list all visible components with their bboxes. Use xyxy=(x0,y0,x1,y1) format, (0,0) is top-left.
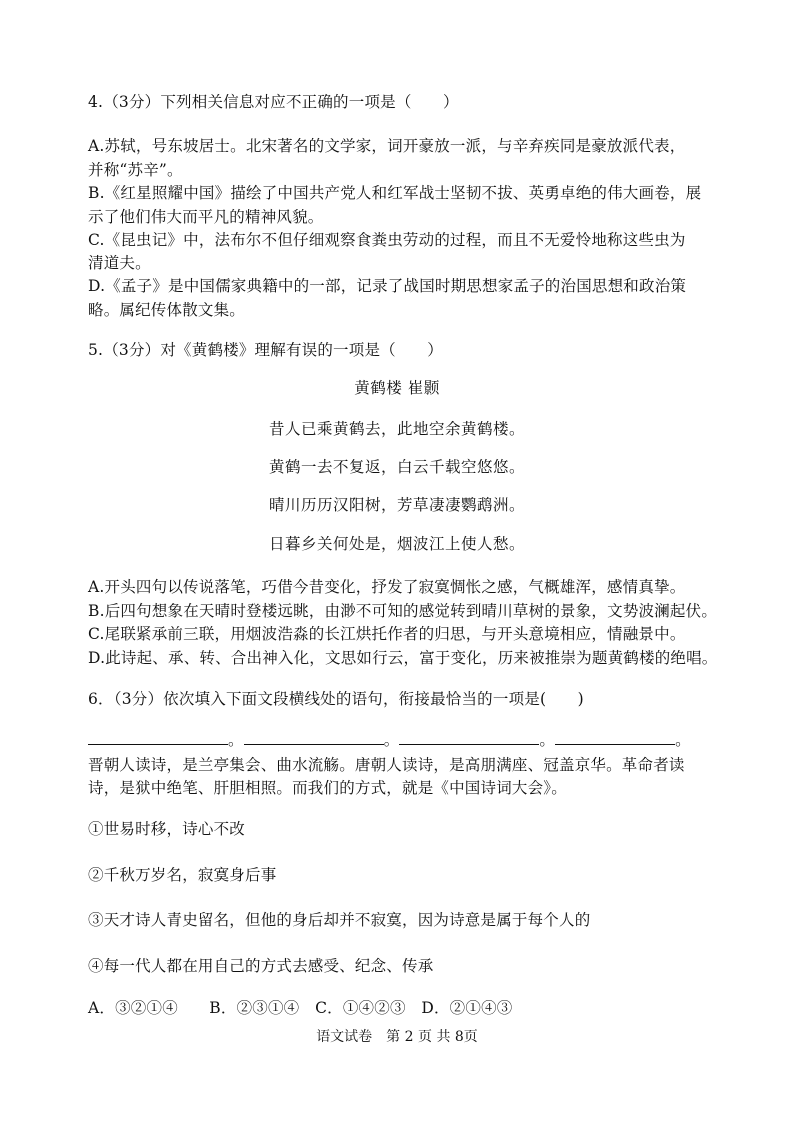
fill-blank-4[interactable] xyxy=(555,730,675,745)
blank-sep-2: 。 xyxy=(383,731,400,749)
q6-sentence-2: ②千秋万岁名，寂寞身后事 xyxy=(88,866,277,884)
q6-stem: 6．（3分）依次填入下面文段横线处的语句，衔接最恰当的一项是( ) xyxy=(88,690,584,708)
q6-answer-options: A．③②①④ B．②③①④ C．①④②③ D．②①④③ xyxy=(88,999,513,1017)
blank-sep-3: 。 xyxy=(539,731,556,749)
poem-line-3: 晴川历历汉阳树，芳草凄凄鹦鹉洲。 xyxy=(268,496,525,514)
q5-stem: 5.（3分）对《黄鹤楼》理解有误的一项是（ ） xyxy=(88,341,443,359)
poem-line-1: 昔人已乘黄鹤去，此地空余黄鹤楼。 xyxy=(268,420,525,438)
q5-option-d: D.此诗起、承、转、合出神入化，文思如行云，富于变化，历来被推崇为题黄鹤楼的绝唱。 xyxy=(88,649,718,667)
page-footer: 语文试卷 第 2 页 共 8页 xyxy=(316,1029,478,1045)
q5-option-a: A.开头四句以传说落笔，巧借今昔变化，抒发了寂寞惆怅之感，气概雄浑，感情真挚。 xyxy=(88,578,686,596)
q4-option-b-line2: 示了他们伟大而平凡的精神风貌。 xyxy=(88,208,324,226)
q4-option-b-line1: B.《红星照耀中国》描绘了中国共产党人和红军战士坚韧不拔、英勇卓绝的伟大画卷，展 xyxy=(88,184,702,202)
q6-blank-row xyxy=(88,730,691,750)
poem-line-2: 黄鹤一去不复返，白云千载空悠悠。 xyxy=(268,458,525,476)
q6-passage-line2: 诗，是狱中绝笔、肝胆相照。而我们的方式，就是《中国诗词大会》。 xyxy=(88,779,567,797)
q4-stem: 4.（3分）下列相关信息对应不正确的一项是（ ） xyxy=(88,93,459,111)
q5-option-c: C.尾联紧承前三联，用烟波浩淼的长江烘托作者的归思，与开头意境相应，情融景中。 xyxy=(88,625,686,643)
q4-option-d-line2: 略。属纪传体散文集。 xyxy=(88,301,246,319)
poem-line-4: 日暮乡关何处是，烟波江上使人愁。 xyxy=(268,535,525,553)
fill-blank-2[interactable] xyxy=(244,730,384,745)
q4-option-a-line1: A.苏轼，号东坡居士。北宋著名的文学家，词开豪放一派，与辛弃疾同是豪放派代表， xyxy=(88,137,686,155)
q6-passage-line1: 晋朝人读诗，是兰亭集会、曲水流觞。唐朝人读诗，是高朋满座、冠盖京华。革命者读 xyxy=(88,756,685,774)
q5-option-b: B.后四句想象在天晴时登楼远眺，由渺不可知的感觉转到晴川草树的景象，文势波澜起伏。 xyxy=(88,602,718,620)
blank-sep-4: 。 xyxy=(675,731,691,749)
q6-sentence-3: ③天才诗人青史留名，但他的身后却并不寂寞，因为诗意是属于每个人的 xyxy=(88,911,591,929)
poem-title: 黄鹤楼 崔颢 xyxy=(354,379,440,397)
q4-option-c-line2: 清道夫。 xyxy=(88,254,151,272)
q4-option-c-line1: C.《昆虫记》中，法布尔不但仔细观察食粪虫劳动的过程，而且不无爱怜地称这些虫为 xyxy=(88,231,686,249)
fill-blank-1[interactable] xyxy=(88,730,228,745)
q6-sentence-4: ④每一代人都在用自己的方式去感受、纪念、传承 xyxy=(88,957,434,975)
q4-option-d-line1: D.《孟子》是中国儒家典籍中的一部，记录了战国时期思想家孟子的治国思想和政治策 xyxy=(88,277,687,295)
q4-option-a-line2: 并称“苏辛”。 xyxy=(88,161,183,179)
blank-sep-1: 。 xyxy=(228,731,244,749)
q6-sentence-1: ①世易时移，诗心不改 xyxy=(88,820,246,838)
fill-blank-3[interactable] xyxy=(399,730,539,745)
